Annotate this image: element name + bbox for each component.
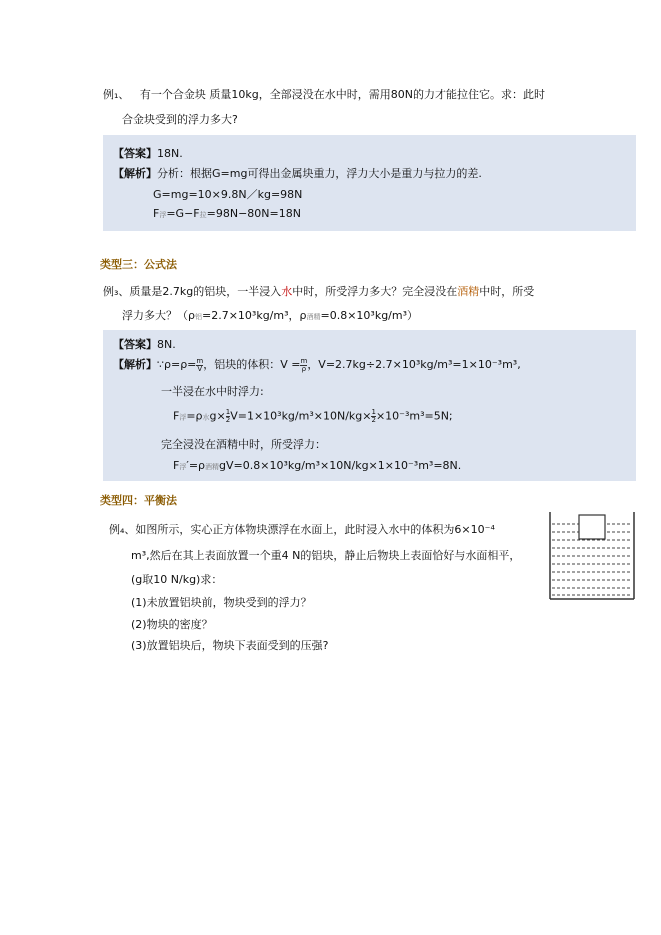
example-3-analysis — [113, 356, 521, 373]
example-1-solution-box — [103, 135, 636, 231]
ex3-line2-part-a: 浮力多大？（ρ — [122, 309, 195, 322]
ex3-line2-part-b: =2.7×10³kg/m³，ρ — [201, 309, 307, 322]
frac-den: 2 — [371, 416, 376, 424]
answer-value: 8N. — [157, 338, 176, 351]
analysis-part-c: ，V=2.7kg÷2.7×10³kg/m³=1×10⁻³m³, — [307, 358, 521, 371]
example-4-q2: (2)物块的密度？ — [131, 618, 213, 631]
f2-b: ′=ρ — [186, 459, 206, 472]
example-1-answer — [113, 145, 183, 161]
answer-tag: 【答案】 — [113, 338, 157, 351]
floating-block-figure — [549, 512, 635, 600]
f1-c: g× — [209, 409, 226, 423]
frac-den: ρ — [301, 364, 307, 373]
example-3-formula-1 — [173, 409, 453, 424]
example-4-q1: (1)未放置铝块前，物块受到的浮力？ — [131, 596, 312, 609]
example-3-full-text: 完全浸没在酒精中时，所受浮力： — [161, 438, 326, 451]
f1-sub1: 浮 — [179, 413, 187, 422]
analysis-tag: 【解析】 — [113, 167, 157, 180]
f1-a: F — [173, 409, 180, 423]
example-1-label: 例₁、 — [103, 88, 130, 101]
calc2-part-b: =G−F — [166, 207, 200, 220]
ex3-line1-part-b: 中时，所受浮力多大？完全浸没在 — [292, 285, 458, 298]
answer-tag: 【答案】 — [113, 147, 157, 160]
frac-num: m — [196, 356, 204, 365]
example-4-line2: m³,然后在其上表面放置一个重4 N的铝块，静止后物块上表面恰好与水面相平， — [131, 549, 521, 562]
example-1-line1 — [103, 86, 545, 102]
f1-d: V=1×10³kg/m³×10N/kg× — [230, 409, 372, 423]
analysis-part-b: ，铝块的体积：V = — [203, 358, 301, 371]
calc2-sub2: 拉 — [199, 211, 207, 219]
frac-den: 2 — [225, 416, 231, 424]
example-4-line1 — [109, 521, 495, 537]
f1-b: =ρ — [186, 409, 203, 423]
example-3-half-text: 一半浸在水中时浮力: — [161, 385, 264, 398]
example-3-solution-box — [103, 330, 636, 481]
example-1-line2: 合金块受到的浮力多大? — [122, 113, 238, 126]
f2-sub1: 浮 — [179, 463, 187, 471]
floating-block — [579, 515, 605, 539]
analysis-part-a: ∵ρ=ρ= — [157, 358, 197, 371]
analysis-text: 分析：根据G=mg可得出金属块重力，浮力大小是重力与拉力的差. — [157, 167, 482, 180]
frac-num: m — [300, 356, 308, 365]
ex3-rho-alc-sub: 酒精 — [306, 313, 321, 321]
example-3-answer — [113, 336, 176, 352]
calc2-sub1: 浮 — [159, 211, 167, 219]
f1-sub2: 水 — [202, 413, 210, 422]
f2-c: gV=0.8×10³kg/m³×10N/kg×1×10⁻³m³=8N. — [219, 459, 462, 472]
f2-a: F — [173, 459, 180, 472]
ex3-line2-part-c: =0.8×10³kg/m³） — [320, 309, 419, 322]
f1-e: ×10⁻³m³=5N; — [375, 409, 453, 423]
ex3-alcohol-highlight: 酒精 — [457, 285, 480, 298]
frac-den: V — [197, 364, 203, 373]
example-3-line2 — [122, 307, 418, 323]
frac-num: 1 — [371, 408, 376, 416]
example-4-line3: (g取10 N/kg)求： — [131, 573, 223, 586]
example-1-analysis — [113, 165, 482, 181]
type-3-heading: 类型三：公式法 — [100, 258, 177, 271]
ex3-line1-part-c: 中时，所受 — [479, 285, 535, 298]
calc2-part-a: F — [153, 207, 160, 220]
ex3-water-highlight: 水 — [281, 285, 293, 298]
ex3-rho-al-sub: 铝 — [194, 313, 202, 321]
example-1-calc2 — [153, 207, 301, 220]
example-4-q3-clipped: (3)放置铝块后，物块下表面受到的压强? — [131, 639, 329, 652]
example-1-calc1: G=mg=10×9.8N／kg=98N — [153, 188, 303, 201]
f2-sub2: 酒精 — [205, 463, 220, 471]
type-4-heading: 类型四：平衡法 — [100, 494, 177, 507]
answer-value: 18N. — [157, 147, 183, 160]
analysis-tag: 【解析】 — [113, 358, 157, 371]
calc2-part-c: =98N−80N=18N — [206, 207, 301, 220]
example-4-question-1: 如图所示，实心正方体物块漂浮在水面上，此时浸入水中的体积为6×10⁻⁴ — [135, 523, 495, 536]
example-3-label: 例₃、 — [103, 285, 130, 298]
example-4-label: 例₄、 — [109, 523, 136, 536]
frac-num: 1 — [225, 408, 231, 416]
ex3-line1-part-a: 质量是2.7kg的铝块，一半浸入 — [129, 285, 282, 298]
example-3-line1 — [103, 283, 534, 299]
example-3-formula-2 — [173, 459, 461, 472]
example-1-question: 有一个合金块 质量10kg，全部浸没在水中时，需用80N的力才能拉住它。求：此时 — [139, 88, 545, 101]
